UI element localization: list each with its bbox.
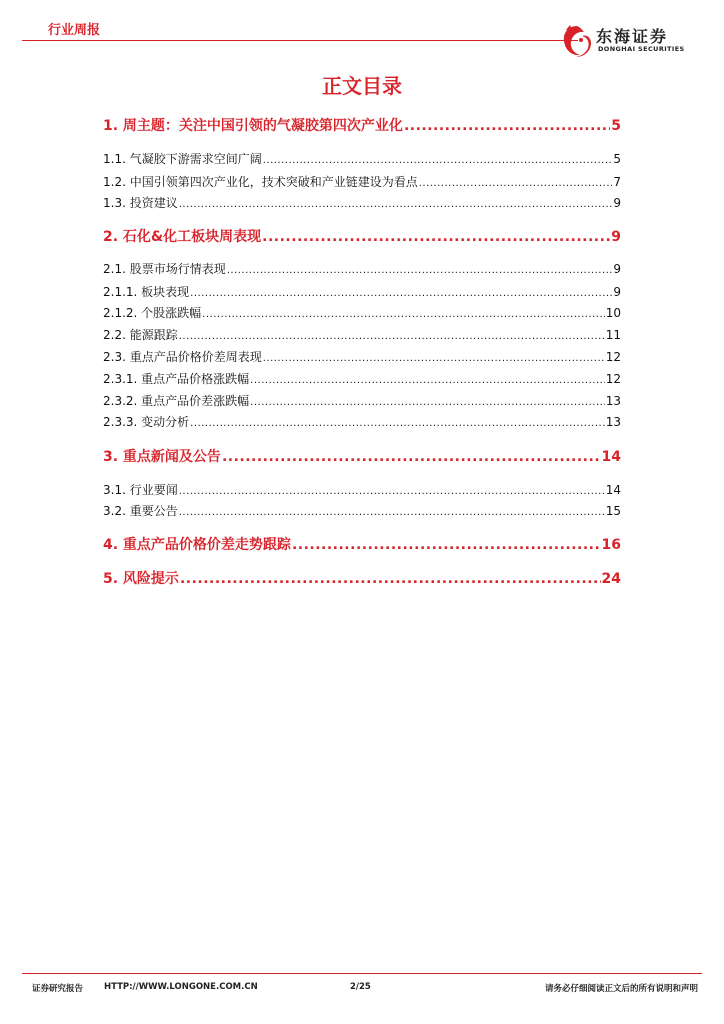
toc-entry-page: 9 — [611, 229, 621, 245]
toc-entry-page: 14 — [605, 483, 621, 497]
toc-entry-page: 5 — [613, 152, 621, 166]
header-label: 行业周报 — [48, 23, 101, 38]
logo-english-name: DONGHAI SECURITIES — [598, 45, 685, 53]
toc-entry-page: 12 — [605, 350, 621, 364]
toc-dot-leader — [179, 331, 605, 342]
toc-entry-title: 1.2. 中国引领第四次产业化，技术突破和产业链建设为看点 — [103, 175, 418, 189]
toc-title: 正文目录 — [322, 74, 402, 98]
toc-dot-leader — [227, 265, 613, 276]
toc-dot-leader — [419, 178, 613, 189]
footer-url[interactable]: HTTP://WWW.LONGONE.COM.CN — [104, 982, 258, 992]
toc-section-entry[interactable] — [103, 502, 621, 519]
toc-entry-page: 13 — [605, 394, 621, 408]
toc-entry-title: 3.1. 行业要闻 — [103, 483, 178, 497]
toc-section-entry[interactable] — [103, 304, 621, 321]
toc-chapter-entry[interactable] — [103, 534, 621, 554]
toc-entry-page: 9 — [613, 285, 621, 299]
toc-entry-page: 13 — [605, 415, 621, 429]
toc-entry-page: 9 — [613, 196, 621, 210]
toc-entry-title: 1.1. 气凝胶下游需求空间广阔 — [103, 152, 262, 166]
toc-dot-leader — [263, 155, 613, 166]
toc-dot-leader — [404, 118, 610, 134]
toc-dot-leader — [250, 397, 605, 408]
toc-dot-leader — [222, 449, 601, 465]
footer-report-type: 证券研究报告 — [32, 984, 84, 994]
toc-entry-page: 12 — [605, 372, 621, 386]
toc-dot-leader — [250, 375, 605, 386]
toc-dot-leader — [180, 571, 601, 587]
toc-entry-title: 1. 周主题：关注中国引领的气凝胶第四次产业化 — [103, 118, 403, 134]
toc-entry-title: 2.2. 能源跟踪 — [103, 328, 178, 342]
toc-entry-title: 2.3.3. 变动分析 — [103, 415, 190, 429]
toc-entry-title: 2.1.1. 板块表现 — [103, 285, 190, 299]
toc-section-entry[interactable] — [103, 326, 621, 343]
toc-dot-leader — [179, 507, 605, 518]
toc-entry-page: 14 — [601, 449, 621, 465]
footer-disclaimer: 请务必仔细阅读正文后的所有说明和声明 — [544, 984, 698, 994]
toc-entry-page: 9 — [613, 262, 621, 276]
toc-section-entry[interactable] — [103, 283, 621, 300]
toc-section-entry[interactable] — [103, 260, 621, 277]
toc-dot-leader — [202, 309, 605, 320]
toc-dot-leader — [263, 353, 605, 364]
toc-section-entry[interactable] — [103, 413, 621, 430]
logo-chinese-name: 东海证券 — [596, 27, 669, 46]
toc-entry-page: 16 — [601, 537, 621, 553]
toc-dot-leader — [190, 288, 612, 299]
toc-entry-title: 2.3. 重点产品价格价差周表现 — [103, 350, 262, 364]
toc-chapter-entry[interactable] — [103, 115, 621, 135]
toc-entry-page: 7 — [613, 175, 621, 189]
toc-entry-title: 2. 石化&化工板块周表现 — [103, 229, 262, 245]
toc-chapter-entry[interactable] — [103, 226, 621, 246]
header-rule — [22, 40, 578, 41]
toc-section-entry[interactable] — [103, 392, 621, 409]
toc-dot-leader — [262, 229, 610, 245]
toc-entry-page: 24 — [601, 571, 621, 587]
toc-section-entry[interactable] — [103, 150, 621, 167]
toc-section-entry[interactable] — [103, 194, 621, 211]
toc-entry-page: 15 — [605, 504, 621, 518]
toc-section-entry[interactable] — [103, 173, 621, 190]
dragon-logo-icon — [560, 22, 594, 60]
toc-entry-page: 5 — [611, 118, 621, 134]
toc-entry-title: 2.3.2. 重点产品价差涨跌幅 — [103, 394, 250, 408]
company-logo — [560, 22, 710, 62]
toc-entry-title: 2.1. 股票市场行情表现 — [103, 262, 226, 276]
toc-entry-title: 3.2. 重要公告 — [103, 504, 178, 518]
footer-rule — [22, 973, 702, 974]
toc-dot-leader — [179, 486, 605, 497]
toc-entry-title: 4. 重点产品价格价差走势跟踪 — [103, 537, 291, 553]
toc-section-entry[interactable] — [103, 481, 621, 498]
toc-entry-title: 3. 重点新闻及公告 — [103, 449, 221, 465]
toc-entry-title: 1.3. 投资建议 — [103, 196, 178, 210]
toc-entry-title: 2.1.2. 个股涨跌幅 — [103, 306, 202, 320]
toc-entry-title: 5. 风险提示 — [103, 571, 179, 587]
toc-entry-page: 11 — [605, 328, 621, 342]
toc-dot-leader — [292, 537, 601, 553]
toc-entry-title: 2.3.1. 重点产品价格涨跌幅 — [103, 372, 250, 386]
footer-page-number: 2/25 — [350, 982, 371, 992]
toc-entry-page: 10 — [605, 306, 621, 320]
toc-section-entry[interactable] — [103, 370, 621, 387]
toc-chapter-entry[interactable] — [103, 568, 621, 588]
toc-section-entry[interactable] — [103, 348, 621, 365]
toc-dot-leader — [190, 418, 605, 429]
toc-chapter-entry[interactable] — [103, 446, 621, 466]
toc-dot-leader — [179, 199, 613, 210]
